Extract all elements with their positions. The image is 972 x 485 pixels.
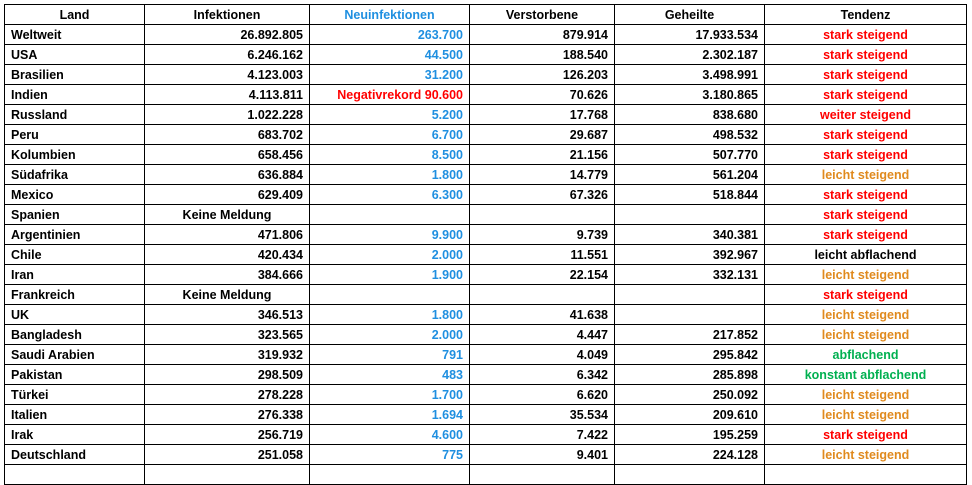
cell-verstorbene: 67.326 xyxy=(470,185,615,205)
table-row xyxy=(5,125,967,145)
table-row xyxy=(5,25,967,45)
cell-tendenz xyxy=(765,465,967,485)
table-row xyxy=(5,465,967,485)
cell-land: Frankreich xyxy=(5,285,145,305)
cell-neuinfektionen: 2.000 xyxy=(310,245,470,265)
cell-neuinfektionen: 5.200 xyxy=(310,105,470,125)
cell-neuinfektionen xyxy=(310,465,470,485)
cell-neuinfektionen: 1.900 xyxy=(310,265,470,285)
table-row xyxy=(5,305,967,325)
cell-infektionen: Keine Meldung xyxy=(145,205,310,225)
cell-tendenz: stark steigend xyxy=(765,145,967,165)
cell-verstorbene: 9.401 xyxy=(470,445,615,465)
cell-verstorbene: 22.154 xyxy=(470,265,615,285)
cell-land: Russland xyxy=(5,105,145,125)
cell-neuinfektionen: 263.700 xyxy=(310,25,470,45)
cell-neuinfektionen xyxy=(310,205,470,225)
table-row xyxy=(5,185,967,205)
cell-land: Argentinien xyxy=(5,225,145,245)
cell-infektionen: 384.666 xyxy=(145,265,310,285)
cell-land: Mexico xyxy=(5,185,145,205)
table-body xyxy=(5,25,967,485)
cell-tendenz: stark steigend xyxy=(765,185,967,205)
cell-infektionen: 298.509 xyxy=(145,365,310,385)
cell-land: Saudi Arabien xyxy=(5,345,145,365)
cell-neuinfektionen: 6.700 xyxy=(310,125,470,145)
cell-land: Türkei xyxy=(5,385,145,405)
cell-infektionen: 323.565 xyxy=(145,325,310,345)
header-row xyxy=(5,5,967,25)
cell-neuinfektionen: 4.600 xyxy=(310,425,470,445)
table-row xyxy=(5,245,967,265)
cell-land: Chile xyxy=(5,245,145,265)
cell-geheilte: 3.498.991 xyxy=(615,65,765,85)
cell-verstorbene: 126.203 xyxy=(470,65,615,85)
cell-land: Südafrika xyxy=(5,165,145,185)
cell-land: Spanien xyxy=(5,205,145,225)
cell-infektionen: 683.702 xyxy=(145,125,310,145)
cell-tendenz: stark steigend xyxy=(765,225,967,245)
cell-infektionen: 6.246.162 xyxy=(145,45,310,65)
cell-infektionen: 276.338 xyxy=(145,405,310,425)
cell-verstorbene: 21.156 xyxy=(470,145,615,165)
cell-infektionen: 4.113.811 xyxy=(145,85,310,105)
table-row xyxy=(5,405,967,425)
cell-verstorbene: 9.739 xyxy=(470,225,615,245)
cell-verstorbene: 6.342 xyxy=(470,365,615,385)
cell-tendenz: leicht abflachend xyxy=(765,245,967,265)
column-header-verstorbene: Verstorbene xyxy=(470,5,615,25)
cell-infektionen: 256.719 xyxy=(145,425,310,445)
cell-neuinfektionen: 1.700 xyxy=(310,385,470,405)
cell-land: Brasilien xyxy=(5,65,145,85)
table-row xyxy=(5,445,967,465)
cell-verstorbene: 70.626 xyxy=(470,85,615,105)
cell-land: Peru xyxy=(5,125,145,145)
cell-tendenz: stark steigend xyxy=(765,45,967,65)
cell-tendenz: leicht steigend xyxy=(765,265,967,285)
cell-land: Kolumbien xyxy=(5,145,145,165)
covid-statistics-table xyxy=(4,4,967,485)
cell-verstorbene: 879.914 xyxy=(470,25,615,45)
cell-tendenz: leicht steigend xyxy=(765,305,967,325)
cell-tendenz: stark steigend xyxy=(765,85,967,105)
cell-land: Irak xyxy=(5,425,145,445)
cell-geheilte: 3.180.865 xyxy=(615,85,765,105)
cell-infektionen: 251.058 xyxy=(145,445,310,465)
cell-tendenz: abflachend xyxy=(765,345,967,365)
cell-geheilte xyxy=(615,285,765,305)
cell-neuinfektionen: 1.800 xyxy=(310,305,470,325)
cell-land: USA xyxy=(5,45,145,65)
cell-verstorbene: 41.638 xyxy=(470,305,615,325)
cell-tendenz: stark steigend xyxy=(765,125,967,145)
cell-tendenz: stark steigend xyxy=(765,25,967,45)
cell-neuinfektionen: 2.000 xyxy=(310,325,470,345)
cell-geheilte: 224.128 xyxy=(615,445,765,465)
cell-infektionen: 420.434 xyxy=(145,245,310,265)
cell-infektionen: 278.228 xyxy=(145,385,310,405)
cell-geheilte xyxy=(615,465,765,485)
cell-tendenz: konstant abflachend xyxy=(765,365,967,385)
cell-land: Bangladesh xyxy=(5,325,145,345)
cell-land: Weltweit xyxy=(5,25,145,45)
column-header-infektionen: Infektionen xyxy=(145,5,310,25)
cell-neuinfektionen: 791 xyxy=(310,345,470,365)
cell-verstorbene: 11.551 xyxy=(470,245,615,265)
cell-infektionen: 471.806 xyxy=(145,225,310,245)
cell-tendenz: leicht steigend xyxy=(765,385,967,405)
cell-geheilte: 340.381 xyxy=(615,225,765,245)
cell-geheilte: 518.844 xyxy=(615,185,765,205)
cell-geheilte: 507.770 xyxy=(615,145,765,165)
cell-neuinfektionen: 483 xyxy=(310,365,470,385)
table-header xyxy=(5,5,967,25)
cell-verstorbene: 14.779 xyxy=(470,165,615,185)
cell-neuinfektionen: 1.694 xyxy=(310,405,470,425)
cell-infektionen: 319.932 xyxy=(145,345,310,365)
cell-tendenz: leicht steigend xyxy=(765,325,967,345)
cell-geheilte: 332.131 xyxy=(615,265,765,285)
cell-infektionen: Keine Meldung xyxy=(145,285,310,305)
cell-geheilte: 2.302.187 xyxy=(615,45,765,65)
cell-tendenz: weiter steigend xyxy=(765,105,967,125)
cell-tendenz: stark steigend xyxy=(765,65,967,85)
cell-land xyxy=(5,465,145,485)
cell-tendenz: leicht steigend xyxy=(765,165,967,185)
cell-verstorbene: 29.687 xyxy=(470,125,615,145)
table-row xyxy=(5,225,967,245)
cell-verstorbene: 7.422 xyxy=(470,425,615,445)
cell-infektionen: 636.884 xyxy=(145,165,310,185)
cell-geheilte: 295.842 xyxy=(615,345,765,365)
table-row xyxy=(5,325,967,345)
cell-infektionen: 1.022.228 xyxy=(145,105,310,125)
table-row xyxy=(5,165,967,185)
cell-verstorbene: 6.620 xyxy=(470,385,615,405)
table-row xyxy=(5,205,967,225)
table-row xyxy=(5,85,967,105)
cell-verstorbene xyxy=(470,205,615,225)
cell-geheilte xyxy=(615,205,765,225)
table-row xyxy=(5,145,967,165)
cell-infektionen: 26.892.805 xyxy=(145,25,310,45)
cell-verstorbene: 188.540 xyxy=(470,45,615,65)
cell-verstorbene: 4.049 xyxy=(470,345,615,365)
cell-tendenz: stark steigend xyxy=(765,425,967,445)
table-row xyxy=(5,425,967,445)
cell-tendenz: leicht steigend xyxy=(765,405,967,425)
cell-land: Indien xyxy=(5,85,145,105)
cell-verstorbene xyxy=(470,285,615,305)
cell-geheilte xyxy=(615,305,765,325)
column-header-tendenz: Tendenz xyxy=(765,5,967,25)
cell-land: Deutschland xyxy=(5,445,145,465)
cell-infektionen: 629.409 xyxy=(145,185,310,205)
cell-land: UK xyxy=(5,305,145,325)
cell-land: Pakistan xyxy=(5,365,145,385)
cell-tendenz: leicht steigend xyxy=(765,445,967,465)
cell-geheilte: 392.967 xyxy=(615,245,765,265)
table-row xyxy=(5,65,967,85)
cell-geheilte: 498.532 xyxy=(615,125,765,145)
cell-geheilte: 17.933.534 xyxy=(615,25,765,45)
table-row xyxy=(5,345,967,365)
cell-neuinfektionen: 775 xyxy=(310,445,470,465)
column-header-land: Land xyxy=(5,5,145,25)
cell-geheilte: 195.259 xyxy=(615,425,765,445)
cell-geheilte: 838.680 xyxy=(615,105,765,125)
column-header-geheilte: Geheilte xyxy=(615,5,765,25)
cell-verstorbene: 4.447 xyxy=(470,325,615,345)
cell-verstorbene: 17.768 xyxy=(470,105,615,125)
table-row xyxy=(5,365,967,385)
cell-neuinfektionen: Negativrekord 90.600 xyxy=(310,85,470,105)
cell-neuinfektionen xyxy=(310,285,470,305)
cell-geheilte: 250.092 xyxy=(615,385,765,405)
table-row xyxy=(5,45,967,65)
table-row xyxy=(5,285,967,305)
table-row xyxy=(5,105,967,125)
cell-infektionen: 4.123.003 xyxy=(145,65,310,85)
cell-geheilte: 217.852 xyxy=(615,325,765,345)
cell-neuinfektionen: 8.500 xyxy=(310,145,470,165)
table-row xyxy=(5,265,967,285)
cell-verstorbene xyxy=(470,465,615,485)
cell-geheilte: 285.898 xyxy=(615,365,765,385)
cell-neuinfektionen: 31.200 xyxy=(310,65,470,85)
cell-neuinfektionen: 9.900 xyxy=(310,225,470,245)
cell-tendenz: stark steigend xyxy=(765,205,967,225)
cell-neuinfektionen: 1.800 xyxy=(310,165,470,185)
cell-land: Italien xyxy=(5,405,145,425)
cell-infektionen xyxy=(145,465,310,485)
cell-land: Iran xyxy=(5,265,145,285)
table-row xyxy=(5,385,967,405)
cell-neuinfektionen: 6.300 xyxy=(310,185,470,205)
cell-infektionen: 658.456 xyxy=(145,145,310,165)
cell-verstorbene: 35.534 xyxy=(470,405,615,425)
column-header-neuinfektionen: Neuinfektionen xyxy=(310,5,470,25)
cell-tendenz: stark steigend xyxy=(765,285,967,305)
cell-geheilte: 561.204 xyxy=(615,165,765,185)
cell-neuinfektionen: 44.500 xyxy=(310,45,470,65)
cell-infektionen: 346.513 xyxy=(145,305,310,325)
cell-geheilte: 209.610 xyxy=(615,405,765,425)
